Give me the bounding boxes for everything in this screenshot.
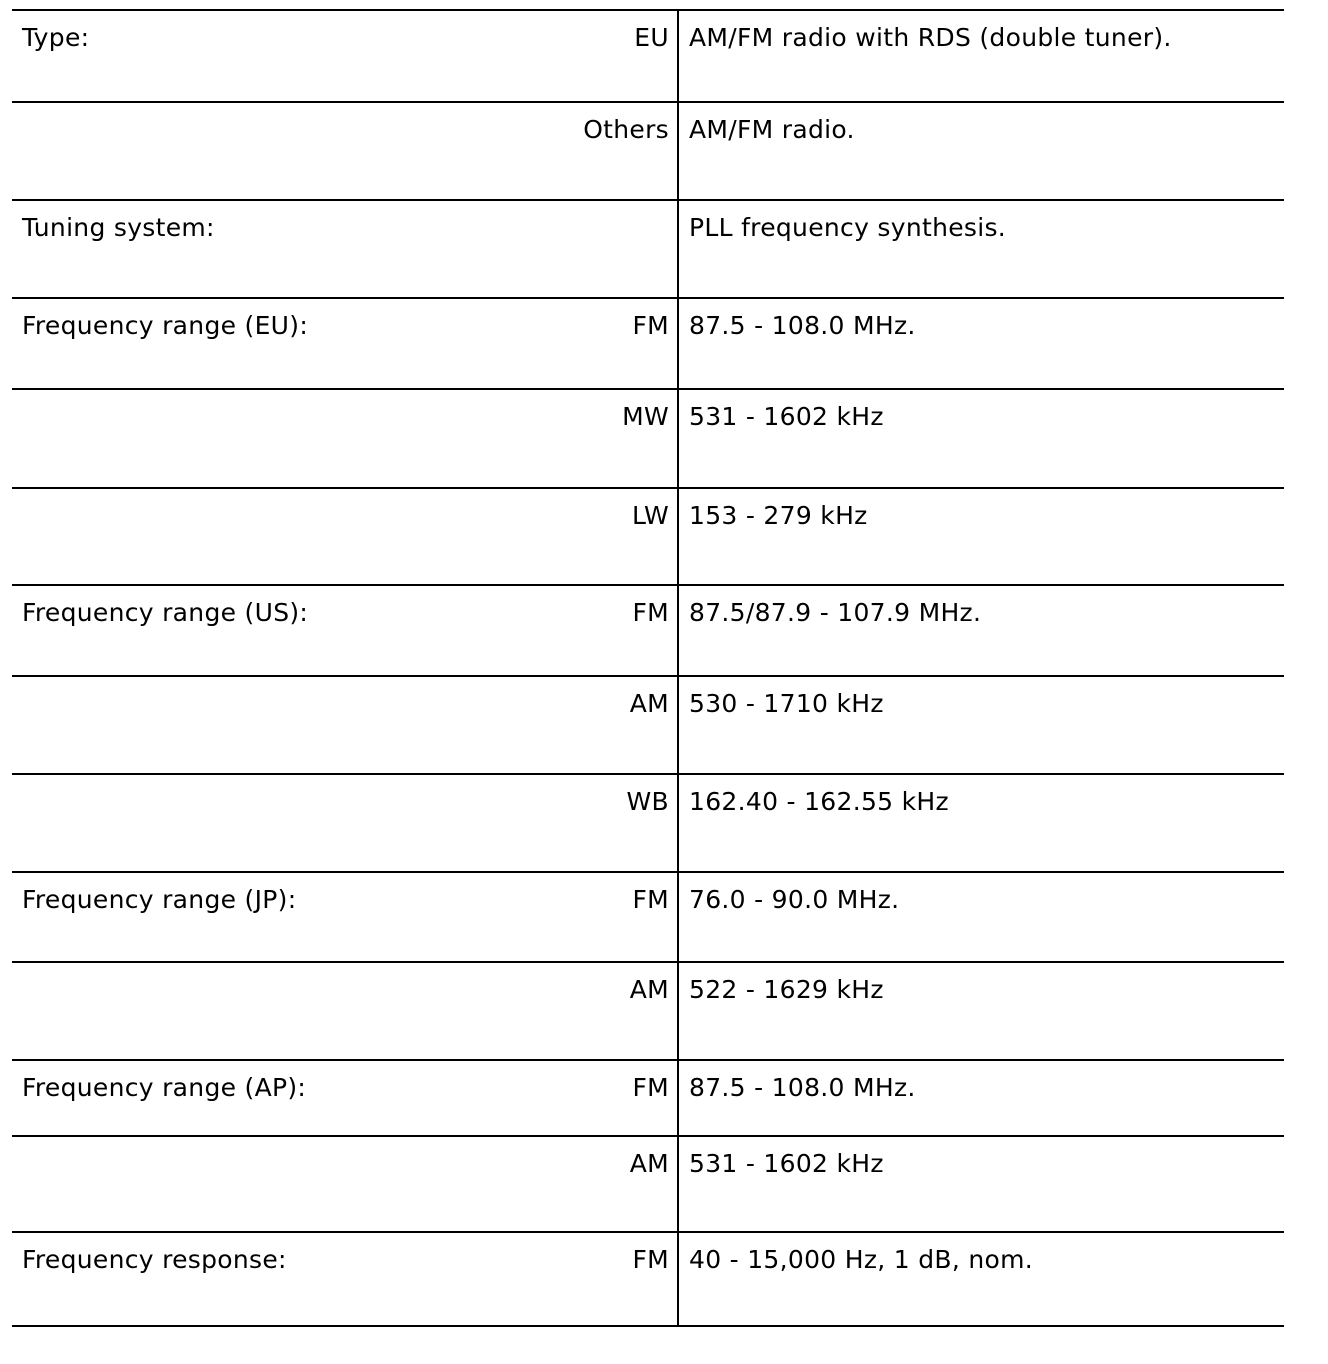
table-row [12, 962, 1284, 1060]
spec-band: WB [482, 774, 678, 872]
spec-label: Frequency range (AP): [12, 1060, 482, 1136]
spec-label [12, 774, 482, 872]
table-row [12, 102, 1284, 200]
spec-band: EU [482, 10, 678, 102]
specifications-table [12, 9, 1284, 1327]
spec-band: FM [482, 298, 678, 389]
spec-value: 153 - 279 kHz [678, 488, 1284, 585]
spec-band: FM [482, 1232, 678, 1326]
spec-value: 162.40 - 162.55 kHz [678, 774, 1284, 872]
table-row [12, 676, 1284, 774]
spec-label: Frequency range (US): [12, 585, 482, 676]
spec-value: AM/FM radio. [678, 102, 1284, 200]
spec-label: Frequency range (EU): [12, 298, 482, 389]
spec-band: AM [482, 676, 678, 774]
spec-label [12, 962, 482, 1060]
table-row [12, 872, 1284, 962]
spec-label [12, 1136, 482, 1232]
table-row [12, 1232, 1284, 1326]
spec-band: MW [482, 389, 678, 488]
spec-value: 531 - 1602 kHz [678, 389, 1284, 488]
table-row [12, 774, 1284, 872]
spec-band: LW [482, 488, 678, 585]
spec-band: FM [482, 872, 678, 962]
table-row [12, 488, 1284, 585]
spec-value: AM/FM radio with RDS (double tuner). [678, 10, 1284, 102]
table-row [12, 1136, 1284, 1232]
spec-band: AM [482, 962, 678, 1060]
spec-label: Type: [12, 10, 482, 102]
spec-band [482, 200, 678, 298]
spec-band: FM [482, 585, 678, 676]
spec-band: Others [482, 102, 678, 200]
spec-label: Tuning system: [12, 200, 482, 298]
spec-label [12, 676, 482, 774]
table-row [12, 389, 1284, 488]
spec-value: PLL frequency synthesis. [678, 200, 1284, 298]
table-row [12, 10, 1284, 102]
table-row [12, 1060, 1284, 1136]
spec-value: 530 - 1710 kHz [678, 676, 1284, 774]
spec-value: 522 - 1629 kHz [678, 962, 1284, 1060]
spec-band: FM [482, 1060, 678, 1136]
spec-value: 531 - 1602 kHz [678, 1136, 1284, 1232]
spec-value: 40 - 15,000 Hz, 1 dB, nom. [678, 1232, 1284, 1326]
spec-label [12, 389, 482, 488]
spec-value: 87.5 - 108.0 MHz. [678, 298, 1284, 389]
spec-label: Frequency response: [12, 1232, 482, 1326]
spec-value: 76.0 - 90.0 MHz. [678, 872, 1284, 962]
spec-value: 87.5/87.9 - 107.9 MHz. [678, 585, 1284, 676]
spec-label [12, 488, 482, 585]
spec-label [12, 102, 482, 200]
spec-value: 87.5 - 108.0 MHz. [678, 1060, 1284, 1136]
table-row [12, 200, 1284, 298]
table-row [12, 585, 1284, 676]
spec-band: AM [482, 1136, 678, 1232]
spec-label: Frequency range (JP): [12, 872, 482, 962]
table-row [12, 298, 1284, 389]
